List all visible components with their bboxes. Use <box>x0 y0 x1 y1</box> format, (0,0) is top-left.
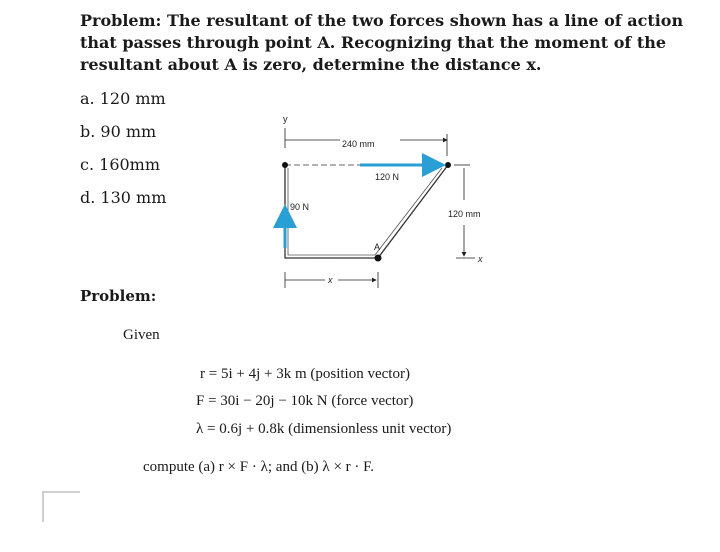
corner-bracket-icon <box>42 491 82 523</box>
dim-240-label: 240 mm <box>342 139 375 149</box>
force-diagram <box>270 110 500 295</box>
joint-top-right <box>445 162 451 168</box>
option-a: a. 120 mm <box>80 89 166 108</box>
given-label: Given <box>123 327 160 343</box>
x-axis-label: x <box>478 254 483 264</box>
dim-120-label: 120 mm <box>448 209 481 219</box>
compute-instruction: compute (a) r × F · λ; and (b) λ × r · F. <box>143 459 375 475</box>
equation-force-vector: F = 30i − 20j − 10k N (force vector) <box>196 393 414 409</box>
problem-statement: Problem: The resultant of the two forces shown has a line of action that passes through point A. Recognizing that the moment of the resultant about A is zero, determine the distance x. <box>80 11 684 74</box>
option-b: b. 90 mm <box>80 122 157 141</box>
force-90n-label: 90 N <box>290 202 310 212</box>
equation-unit-vector: λ = 0.6j + 0.8k (dimensionless unit vector) <box>196 421 452 437</box>
dimension-240mm <box>285 134 447 156</box>
point-a-dot <box>375 255 382 262</box>
frame-outline <box>285 165 448 258</box>
point-a-label: A <box>374 242 381 252</box>
force-120n-label: 120 N <box>375 172 400 182</box>
option-c: c. 160mm <box>80 155 161 174</box>
section-problem-label: Problem: <box>80 287 157 305</box>
equation-position-vector: r = 5i + 4j + 3k m (position vector) <box>200 366 410 382</box>
dimension-120mm <box>448 165 481 258</box>
frame-inner <box>288 168 442 255</box>
dimension-x <box>285 272 378 288</box>
option-d: d. 130 mm <box>80 188 167 207</box>
dim-x-label: x <box>328 275 333 285</box>
joint-top-left <box>282 162 288 168</box>
y-axis-label: y <box>283 114 288 124</box>
